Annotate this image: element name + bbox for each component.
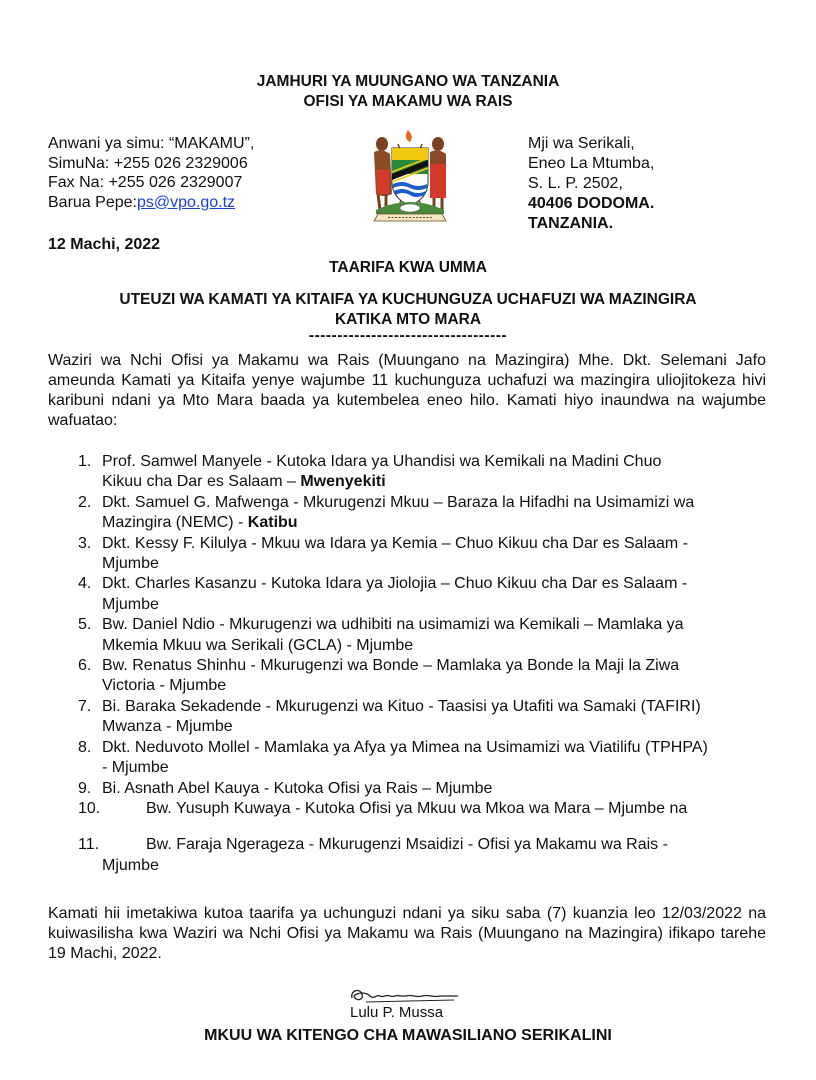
list-item: 9. Bi. Asnath Abel Kauya - Kutoka Ofisi ya Rais – Mjumbe (78, 779, 493, 797)
list-item: 2. Dkt. Samuel G. Mafwenga - Mkurugenzi Mkuu – Baraza la Hifadhi na Usimamizi wa Mazingira (NEMC) - Katibu (78, 493, 695, 532)
list-item: 1. Prof. Samwel Manyele - Kutoka Idara ya Uhandisi wa Kemikali na Madini Chuo Kikuu cha Dar es Salaam – Mwenyekiti (78, 453, 662, 491)
members-list (48, 452, 768, 876)
subject-line-1: UTEUZI WA KAMATI YA KITAIFA YA KUCHUNGUZA UCHAFUZI WA MAZINGIRA (119, 291, 697, 308)
phone-number: SimuNa: +255 026 2329006 (48, 154, 248, 172)
list-item: 4. Dkt. Charles Kasanzu - Kutoka Idara ya Jiolojia – Chuo Kikuu cha Dar es Salaam - Mjumbe (78, 575, 688, 613)
role-badge: Katibu (247, 514, 298, 532)
right-address-line-2: Eneo La Mtumba, (528, 155, 655, 172)
subject-rule: ----------------------------------- (308, 327, 508, 344)
right-address-line-4: 40406 DODOMA. (528, 195, 655, 212)
list-item: 7. Bi. Baraka Sekadende - Mkurugenzi wa Kituo - Taasisi ya Utafiti wa Samaki (TAFIRI) Mwanza - Mjumbe (78, 697, 701, 736)
header-line-2: OFISI YA MAKAMU WA RAIS (303, 93, 513, 110)
notice-title: TAARIFA KWA UMMA (329, 259, 487, 276)
right-address-block (528, 134, 654, 234)
telegram-address: Anwani ya simu: “MAKAMU”, (48, 135, 255, 152)
email-label: Barua Pepe: (48, 193, 137, 211)
left-address-block (48, 134, 254, 212)
list-item: 11. Bw. Faraja Ngerageza - Mkurugenzi Msaidizi - Ofisi ya Makamu wa Rais - Mjumbe (78, 836, 668, 874)
list-item: 5. Bw. Daniel Ndio - Mkurugenzi wa udhibiti na usimamizi wa Kemikali – Mamlaka ya Mkemia Mkuu wa Serikali (GCLA) - Mjumbe (78, 616, 684, 654)
signatory-name: Lulu P. Mussa (350, 1004, 444, 1021)
fax-number: Fax Na: +255 026 2329007 (48, 174, 243, 191)
handwritten-signature (346, 984, 466, 1006)
right-address-line-5: TANZANIA. (528, 215, 614, 232)
email-link[interactable]: ps@vpo.go.tz (136, 193, 236, 211)
list-item: 10. Bw. Yusuph Kuwaya - Kutoka Ofisi ya Mkuu wa Mkoa wa Mara – Mjumbe na (78, 799, 688, 817)
email-line (48, 193, 254, 213)
closing-paragraph: Kamati hii imetakiwa kutoa taarifa ya uchunguzi ndani ya siku saba (7) kuanzia leo 12/03/2022 na kuiwasilisha kwa Waziri wa Nchi Ofisi ya Makamu wa Rais (Muungano na Mazingira) ifikapo tarehe 19 Machi, 2022. (48, 905, 766, 962)
document-date: 12 Machi, 2022 (48, 236, 161, 253)
header-line-1: JAMHURI YA MUUNGANO WA TANZANIA (256, 73, 560, 90)
list-item: 6. Bw. Renatus Shinhu - Mkurugenzi wa Bonde – Mamlaka ya Bonde la Maji la Ziwa Victoria - Mjumbe (78, 657, 680, 695)
right-address-line-3: S. L. P. 2502, (528, 175, 623, 192)
list-item: 3. Dkt. Kessy F. Kilulya - Mkuu wa Idara ya Kemia – Chuo Kikuu cha Dar es Salaam - Mjumbe (78, 534, 689, 573)
right-address-line-1: Mji wa Serikali, (528, 135, 635, 152)
role-badge: Mwenyekiti (300, 473, 386, 491)
signatory-title: MKUU WA KITENGO CHA MAWASILIANO SERIKALINI (204, 1027, 612, 1044)
subject-line-2: KATIKA MTO MARA (334, 311, 482, 328)
list-item: 8. Dkt. Neduvoto Mollel - Mamlaka ya Afya ya Mimea na Usimamizi wa Viatilifu (TPHPA) - Mjumbe (78, 738, 708, 777)
intro-paragraph: Waziri wa Nchi Ofisi ya Makamu wa Rais (Muungano na Mazingira) Mhe. Dkt. Selemani Jafo ameunda Kamati ya Kitaifa yenye wajumbe 11 kuchunguza uchafuzi wa mazingira uliojitokeza hivi karibuni ndani ya Mto Mara baada ya kutembelea eneo hilo. Kamati hiyo inaundwa na wajumbe wafuatao: (48, 352, 766, 429)
coat-of-arms-emblem (358, 124, 462, 224)
